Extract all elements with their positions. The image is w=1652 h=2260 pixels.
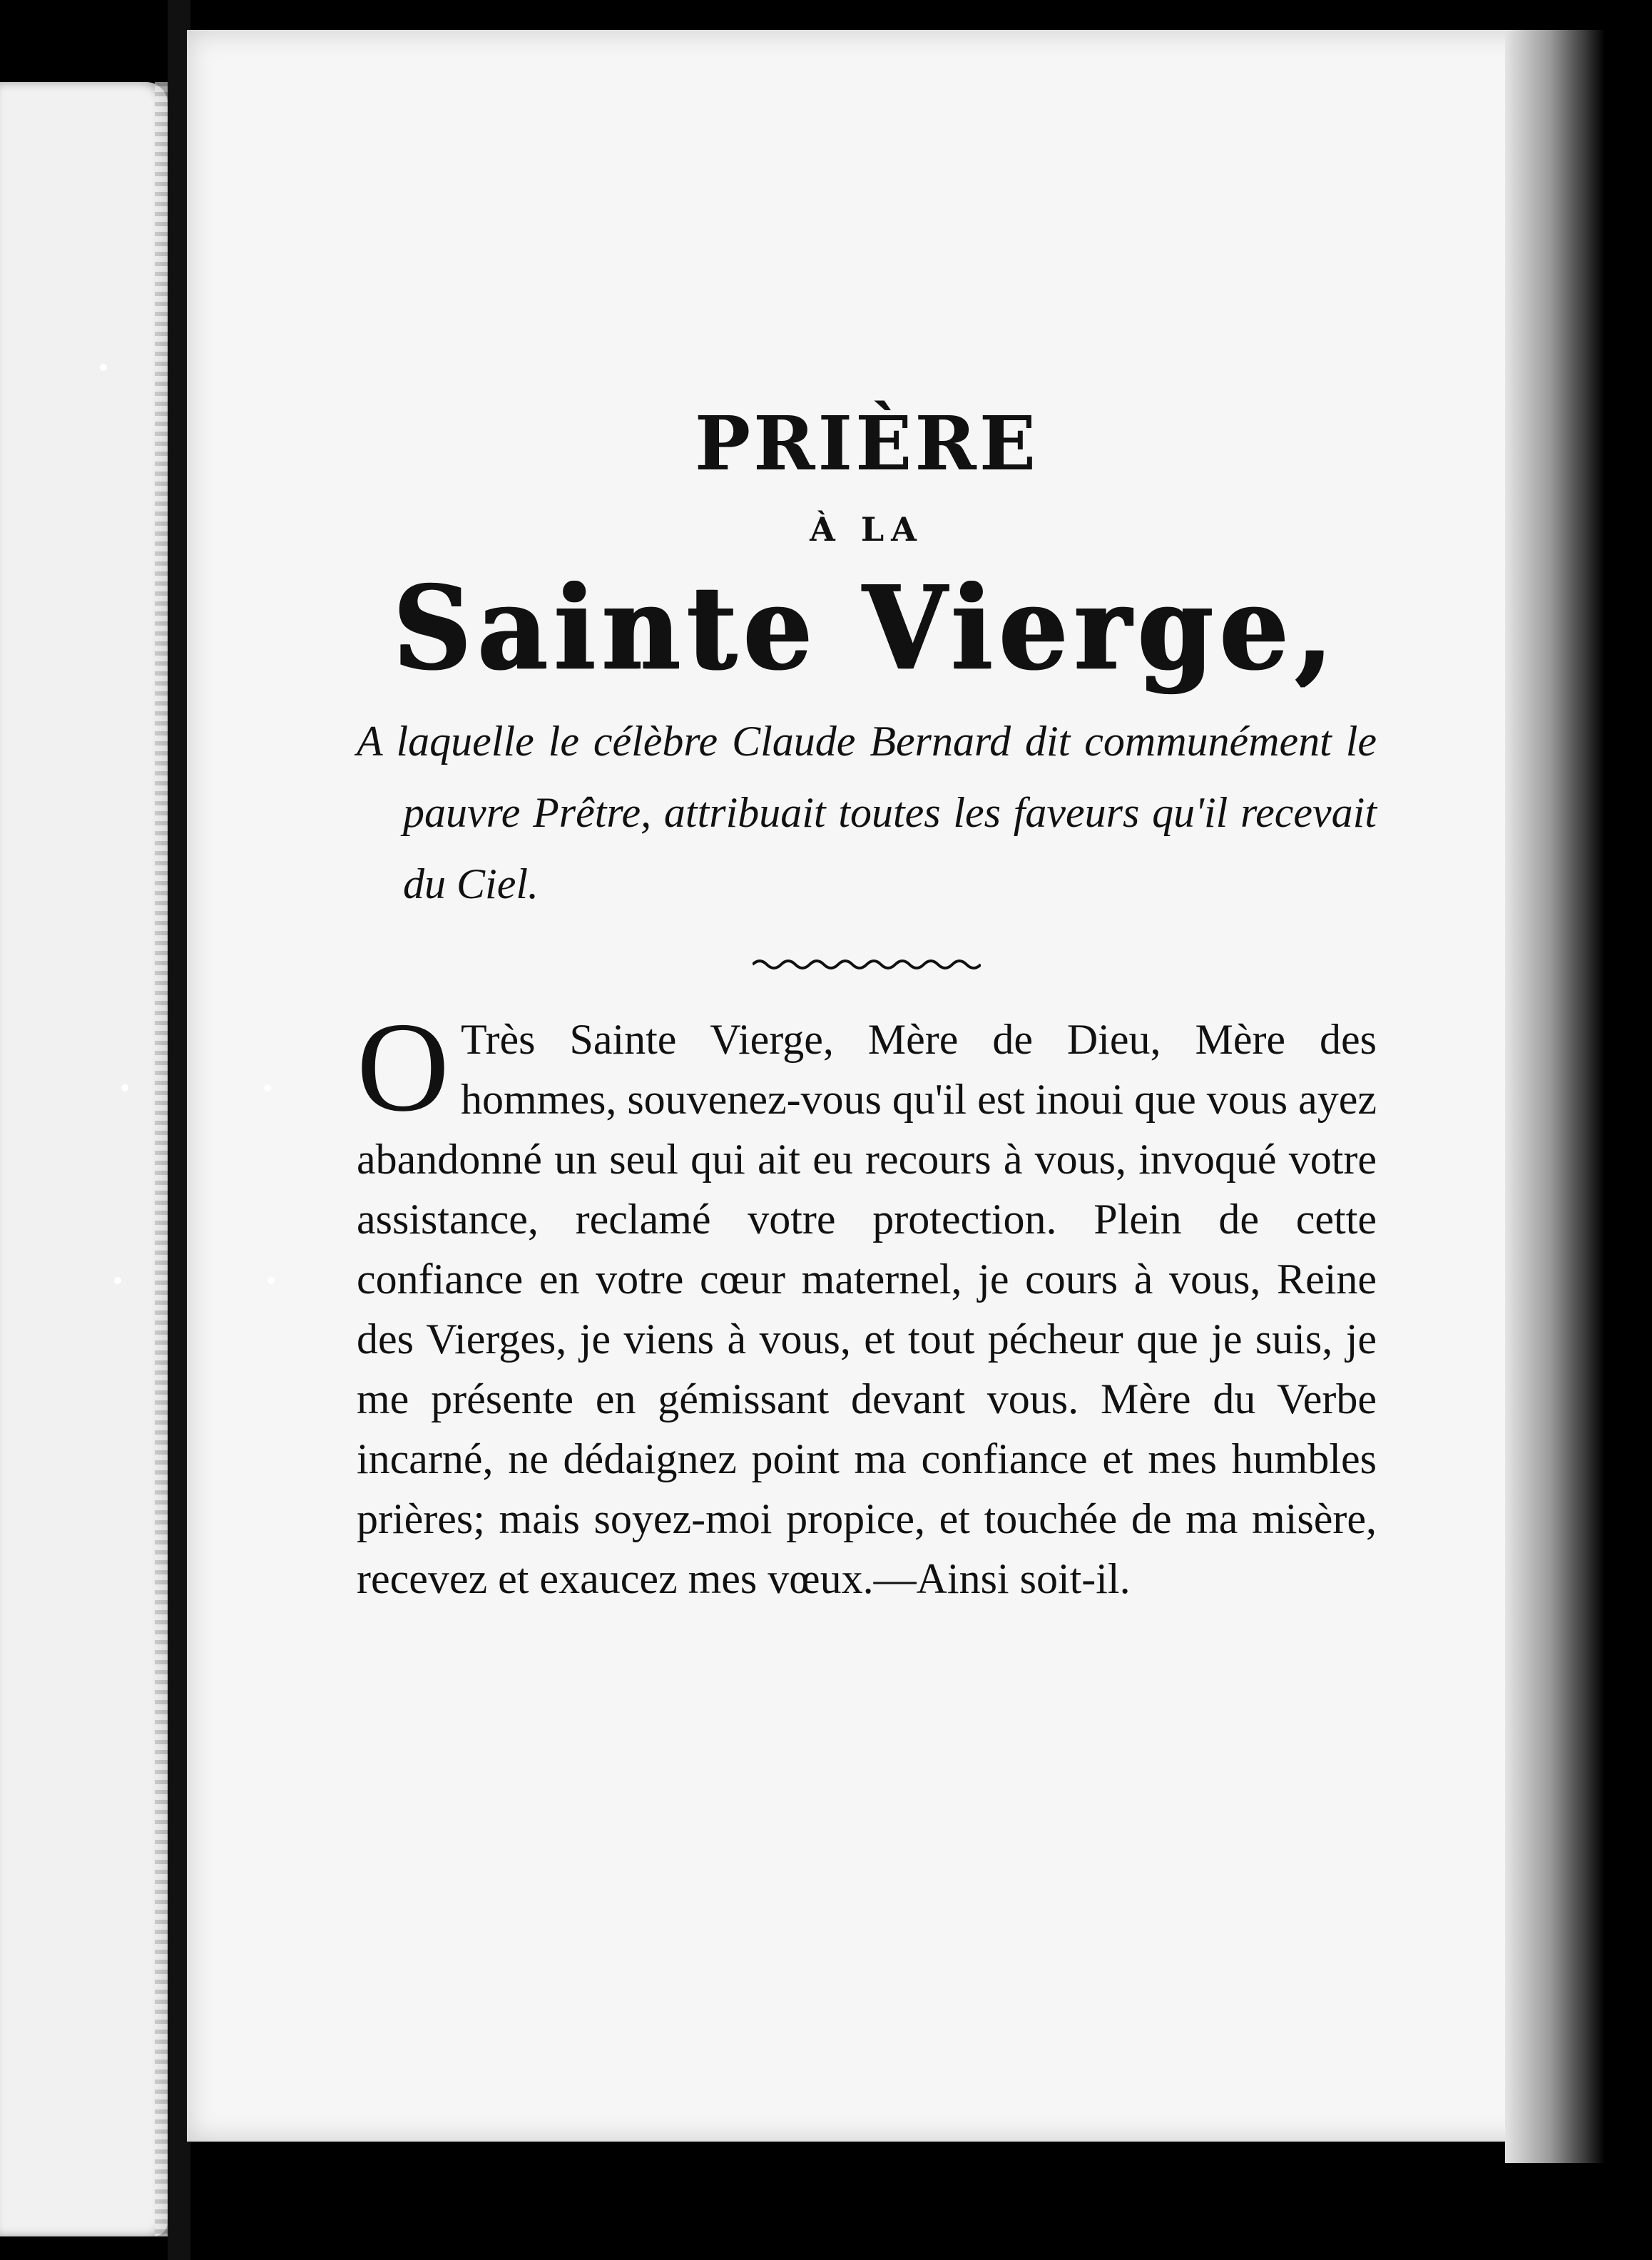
prayer-paragraph <box>357 995 1377 1609</box>
page-title: PRIÈRE <box>694 399 1039 487</box>
page-subtitle: À LA <box>810 509 924 549</box>
dust-speck <box>114 1277 121 1284</box>
dust-speck <box>267 1277 275 1284</box>
dust-speck <box>100 364 107 371</box>
dust-speck <box>264 1084 271 1091</box>
ornamental-divider <box>753 955 981 974</box>
previous-page-edge <box>0 82 168 2236</box>
dedication-text: A laquelle le célèbre Claude Bernard dit communément le pauvre Prêtre, attribuait toutes les faveurs qu'il recevait du Ciel. <box>357 717 1377 907</box>
drop-cap: O <box>357 995 449 1138</box>
prayer-text: Très Sainte Vierge, Mère de Dieu, Mère des hommes, souvenez-vous qu'il est inoui que vous ayez abandonné un seul qui ait eu recours à vous, invoqué votre assistance, reclamé votre protection. Plein de cette confiance en votre cœur maternel, je cours à vous, Reine des Vierges, je viens à vous, et tout pécheur que je suis, je me présente en gémissant devant vous. Mère du Verbe incarné, ne dédaignez point ma confiance et mes humbles prières; mais soyez-moi propice, et touchée de ma misère, recevez et exaucez mes vœux.—Ainsi soit-il. <box>357 1015 1377 1602</box>
previous-page-fore-edge <box>155 82 168 2236</box>
dust-speck <box>121 1084 128 1091</box>
page-content <box>357 399 1377 1609</box>
blackletter-heading: Sainte Vierge, <box>393 560 1340 696</box>
page-shadow-edge <box>1505 30 1605 2163</box>
